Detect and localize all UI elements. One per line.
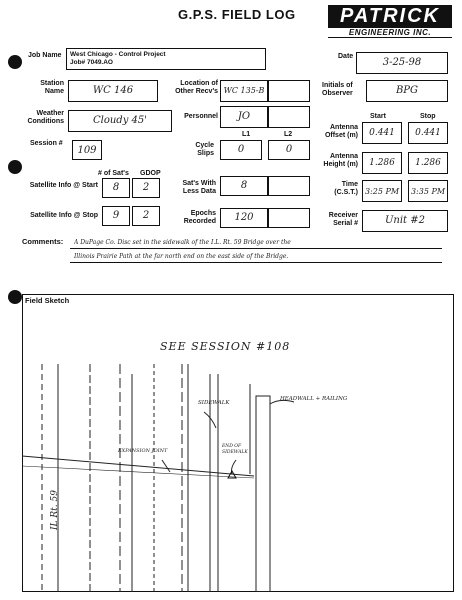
sats-header: # of Sat's — [98, 170, 129, 177]
form-title: G.P.S. FIELD LOG — [178, 7, 296, 22]
cycle-slips-label: Cycle Slips — [195, 142, 214, 157]
l2-header: L2 — [284, 131, 293, 138]
sat-start-label: Satellite Info @ Start — [29, 182, 98, 189]
date-field[interactable]: 3-25-98 — [356, 52, 448, 74]
receiver-field[interactable]: Unit #2 — [362, 210, 448, 232]
initials-field[interactable]: BPG — [366, 80, 448, 102]
end-sidewalk-note: END OF SIDEWALK — [222, 444, 248, 455]
headwall-railing — [256, 396, 270, 592]
sat-start-count[interactable]: 8 — [102, 178, 130, 198]
less-data-label: Sat's With Less Data — [182, 180, 216, 195]
receiver-label: Receiver Serial # — [328, 212, 358, 227]
location-field-extra[interactable] — [268, 80, 310, 102]
comments-rule-2 — [70, 262, 442, 263]
weather-field[interactable]: Cloudy 45' — [68, 110, 172, 132]
antenna-height-stop[interactable]: 1.286 — [408, 152, 448, 174]
road-label: IL Rt. 59 — [50, 490, 60, 530]
session-field[interactable]: 109 — [72, 140, 102, 160]
comments-rule-1 — [70, 248, 442, 249]
expansion-arrow — [162, 460, 170, 472]
bridge-end-line-2 — [22, 466, 254, 478]
initials-label: Initials of Observer — [322, 82, 353, 97]
stop-header: Stop — [420, 113, 436, 120]
antenna-offset-start[interactable]: 0.441 — [362, 122, 402, 144]
expansion-note: EXPANSION JOINT — [118, 448, 168, 454]
antenna-offset-label: Antenna Offset (m) — [324, 124, 358, 139]
job-name-label: Job Name — [28, 52, 62, 59]
time-start[interactable]: 3:25 PM — [362, 180, 402, 202]
gdop-header: GDOP — [140, 170, 161, 177]
station-name-label: Station Name — [40, 80, 64, 95]
punch-hole-middle — [8, 160, 22, 174]
logo-name: PATRICK — [328, 5, 452, 27]
job-name-line1: West Chicago - Control Project — [70, 51, 166, 58]
bridge-end-line — [22, 456, 254, 476]
session-label: Session # — [30, 140, 63, 147]
time-stop[interactable]: 3:35 PM — [408, 180, 448, 202]
epochs-field-extra[interactable] — [268, 208, 310, 228]
comments-label: Comments: — [22, 237, 64, 246]
sidewalk-note: SIDEWALK — [198, 400, 230, 406]
antenna-offset-stop[interactable]: 0.441 — [408, 122, 448, 144]
comments-line1: A DuPage Co. Disc set in the sidewalk of the I.L. Rt. 59 Bridge over the — [74, 239, 291, 246]
company-logo — [328, 5, 452, 38]
epochs-label: Epochs Recorded — [183, 210, 216, 225]
time-label: Time (C.S.T.) — [334, 181, 358, 196]
location-field[interactable]: WC 135-B — [220, 80, 268, 102]
personnel-field[interactable]: JO — [220, 106, 268, 128]
date-label: Date — [338, 53, 354, 60]
job-name-line2: Job# 7049.AO — [70, 59, 113, 66]
sat-stop-gdop[interactable]: 2 — [132, 206, 160, 226]
cycle-slips-l1[interactable]: 0 — [220, 140, 262, 160]
antenna-height-start[interactable]: 1.286 — [362, 152, 402, 174]
weather-label: Weather Conditions — [27, 110, 64, 125]
start-header: Start — [370, 113, 386, 120]
cycle-slips-l2[interactable]: 0 — [268, 140, 310, 160]
location-label: Location of Other Recv's — [175, 80, 218, 95]
field-sketch-label: Field Sketch — [25, 296, 70, 305]
personnel-label: Personnel — [184, 113, 218, 120]
sat-start-gdop[interactable]: 2 — [132, 178, 160, 198]
see-session-note: SEE SESSION #108 — [160, 340, 291, 353]
job-name-field[interactable] — [66, 48, 266, 70]
punch-hole-bottom — [8, 290, 22, 304]
sat-stop-count[interactable]: 9 — [102, 206, 130, 226]
field-sketch-drawing — [22, 294, 454, 592]
comments-line2: Illinois Prairie Path at the far north end on the east side of the Bridge. — [74, 253, 289, 260]
epochs-field[interactable]: 120 — [220, 208, 268, 228]
l1-header: L1 — [242, 131, 251, 138]
headwall-note: HEADWALL + RAILING — [280, 396, 348, 402]
station-name-field[interactable]: WC 146 — [68, 80, 158, 102]
personnel-field-extra[interactable] — [268, 106, 310, 128]
less-data-field-extra[interactable] — [268, 176, 310, 196]
antenna-height-label: Antenna Height (m) — [323, 153, 358, 168]
less-data-field[interactable]: 8 — [220, 176, 268, 196]
logo-subtitle: ENGINEERING INC. — [328, 27, 452, 38]
punch-hole-top — [8, 55, 22, 69]
sat-stop-label: Satellite Info @ Stop — [30, 212, 98, 219]
